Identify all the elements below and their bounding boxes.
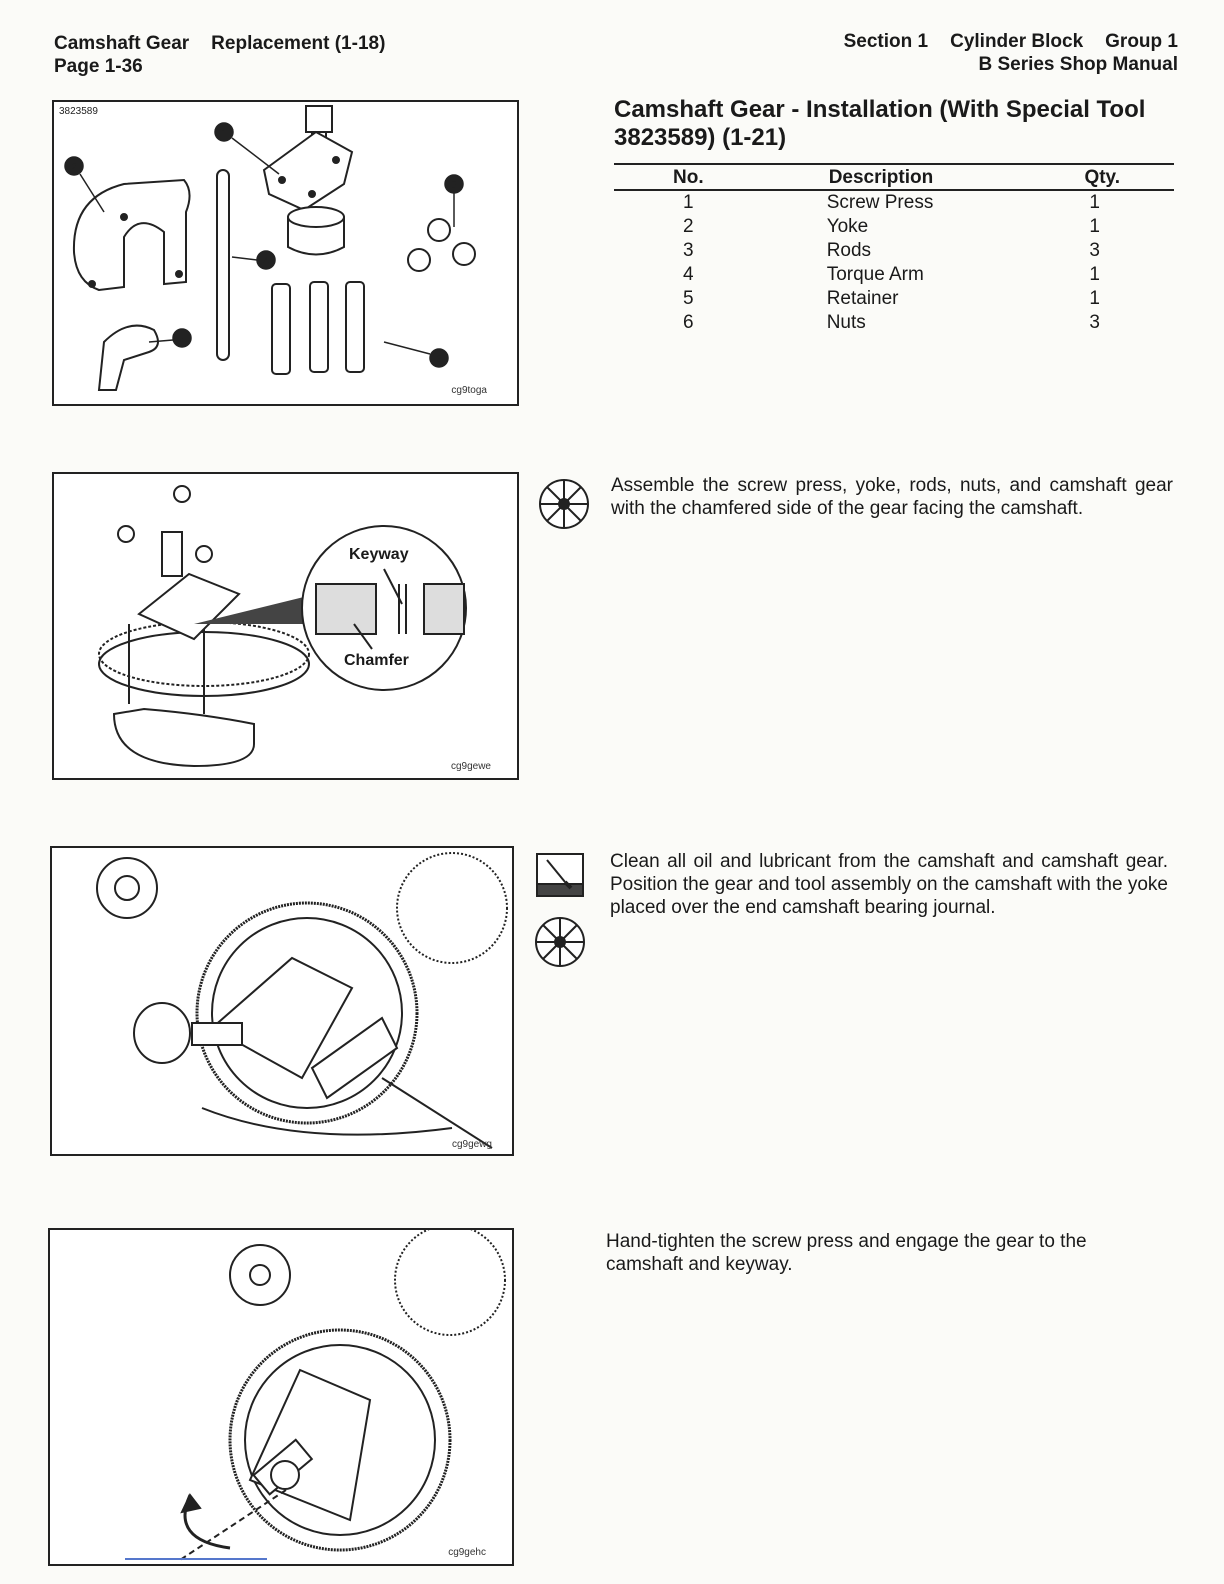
- row-description: Nuts: [826, 312, 866, 333]
- figure-code: cg9toga: [451, 385, 487, 396]
- keyway-label: Keyway: [349, 546, 409, 563]
- table-row: [614, 239, 1174, 263]
- page-header-right: [844, 30, 1178, 76]
- gear-on-camshaft-figure: [50, 846, 514, 1156]
- row-description: Retainer: [826, 288, 899, 309]
- column-header-no: No.: [614, 164, 763, 190]
- table-row: [614, 263, 1174, 287]
- row-no: 1: [683, 192, 694, 213]
- parts-table: [614, 163, 1174, 335]
- hand-tighten-figure: [48, 1228, 514, 1566]
- row-description: Torque Arm: [826, 264, 924, 285]
- step-2-text: Clean all oil and lubricant from the camshaft and camshaft gear. Position the gear and tool assembly on the camshaft with the yoke placed over the end camshaft bearing journal.: [610, 851, 1168, 918]
- callout-5: 5: [179, 334, 185, 345]
- row-qty: 1: [1089, 264, 1100, 285]
- row-no: 5: [683, 288, 694, 309]
- hand-tighten-drawing: [50, 1230, 512, 1564]
- callout-2: 2: [71, 162, 77, 173]
- figure-code: cg9gehc: [448, 1547, 486, 1558]
- tools-required-icon: [532, 914, 588, 970]
- gear-on-camshaft-drawing: [52, 848, 512, 1154]
- tools-required-icon: [536, 476, 592, 532]
- header-manual: B Series Shop Manual: [978, 54, 1178, 75]
- step-1-text: Assemble the screw press, yoke, rods, nuts, and camshaft gear with the chamfered side of the gear facing the camshaft.: [611, 475, 1173, 519]
- row-no: 2: [683, 216, 694, 237]
- row-qty: 3: [1089, 312, 1100, 333]
- row-description: Screw Press: [826, 192, 934, 213]
- row-qty: 1: [1089, 192, 1100, 213]
- figure-code: cg9gewg: [451, 1139, 492, 1150]
- row-qty: 1: [1089, 216, 1100, 237]
- figure-code: cg9gewe: [450, 761, 491, 772]
- column-header-qty: Qty.: [1084, 164, 1174, 190]
- table-row: [614, 190, 1174, 215]
- procedure-title: Camshaft Gear - Installation (With Special Tool 3823589) (1-21): [614, 96, 1146, 151]
- row-no: 3: [683, 240, 694, 261]
- callout-1: 1: [221, 128, 227, 139]
- header-procedure: Replacement (1-18): [211, 33, 386, 54]
- page-number: Page 1-36: [54, 56, 143, 77]
- row-no: 6: [683, 312, 694, 333]
- callout-3: 3: [436, 354, 442, 365]
- tool-parts-figure: [52, 100, 519, 406]
- gear-assembly-drawing: [54, 474, 517, 778]
- clean-part-icon: [535, 852, 585, 898]
- header-chapter: Cylinder Block: [950, 31, 1084, 52]
- row-description: Yoke: [826, 216, 869, 237]
- row-description: Rods: [826, 240, 872, 261]
- row-qty: 3: [1089, 240, 1100, 261]
- row-no: 4: [683, 264, 694, 285]
- footer-link-underline: [125, 1558, 267, 1560]
- column-header-description: Description: [763, 164, 1085, 190]
- table-header-row: [614, 164, 1174, 190]
- tool-part-number: 3823589: [59, 106, 98, 117]
- header-section: Section 1: [843, 31, 929, 52]
- page-header-left: [54, 32, 385, 78]
- header-group: Group 1: [1105, 31, 1178, 52]
- row-qty: 1: [1089, 288, 1100, 309]
- chamfer-label: Chamfer: [344, 652, 409, 669]
- tool-parts-drawing: [54, 102, 517, 404]
- gear-assembly-figure: [52, 472, 519, 780]
- table-row: [614, 311, 1174, 335]
- step-3-text: Hand-tighten the screw press and engage the gear to the camshaft and keyway.: [606, 1231, 1087, 1275]
- table-row: [614, 287, 1174, 311]
- callout-4: 4: [263, 256, 269, 267]
- callout-6: 6: [451, 180, 457, 191]
- table-row: [614, 215, 1174, 239]
- header-topic: Camshaft Gear: [54, 33, 190, 54]
